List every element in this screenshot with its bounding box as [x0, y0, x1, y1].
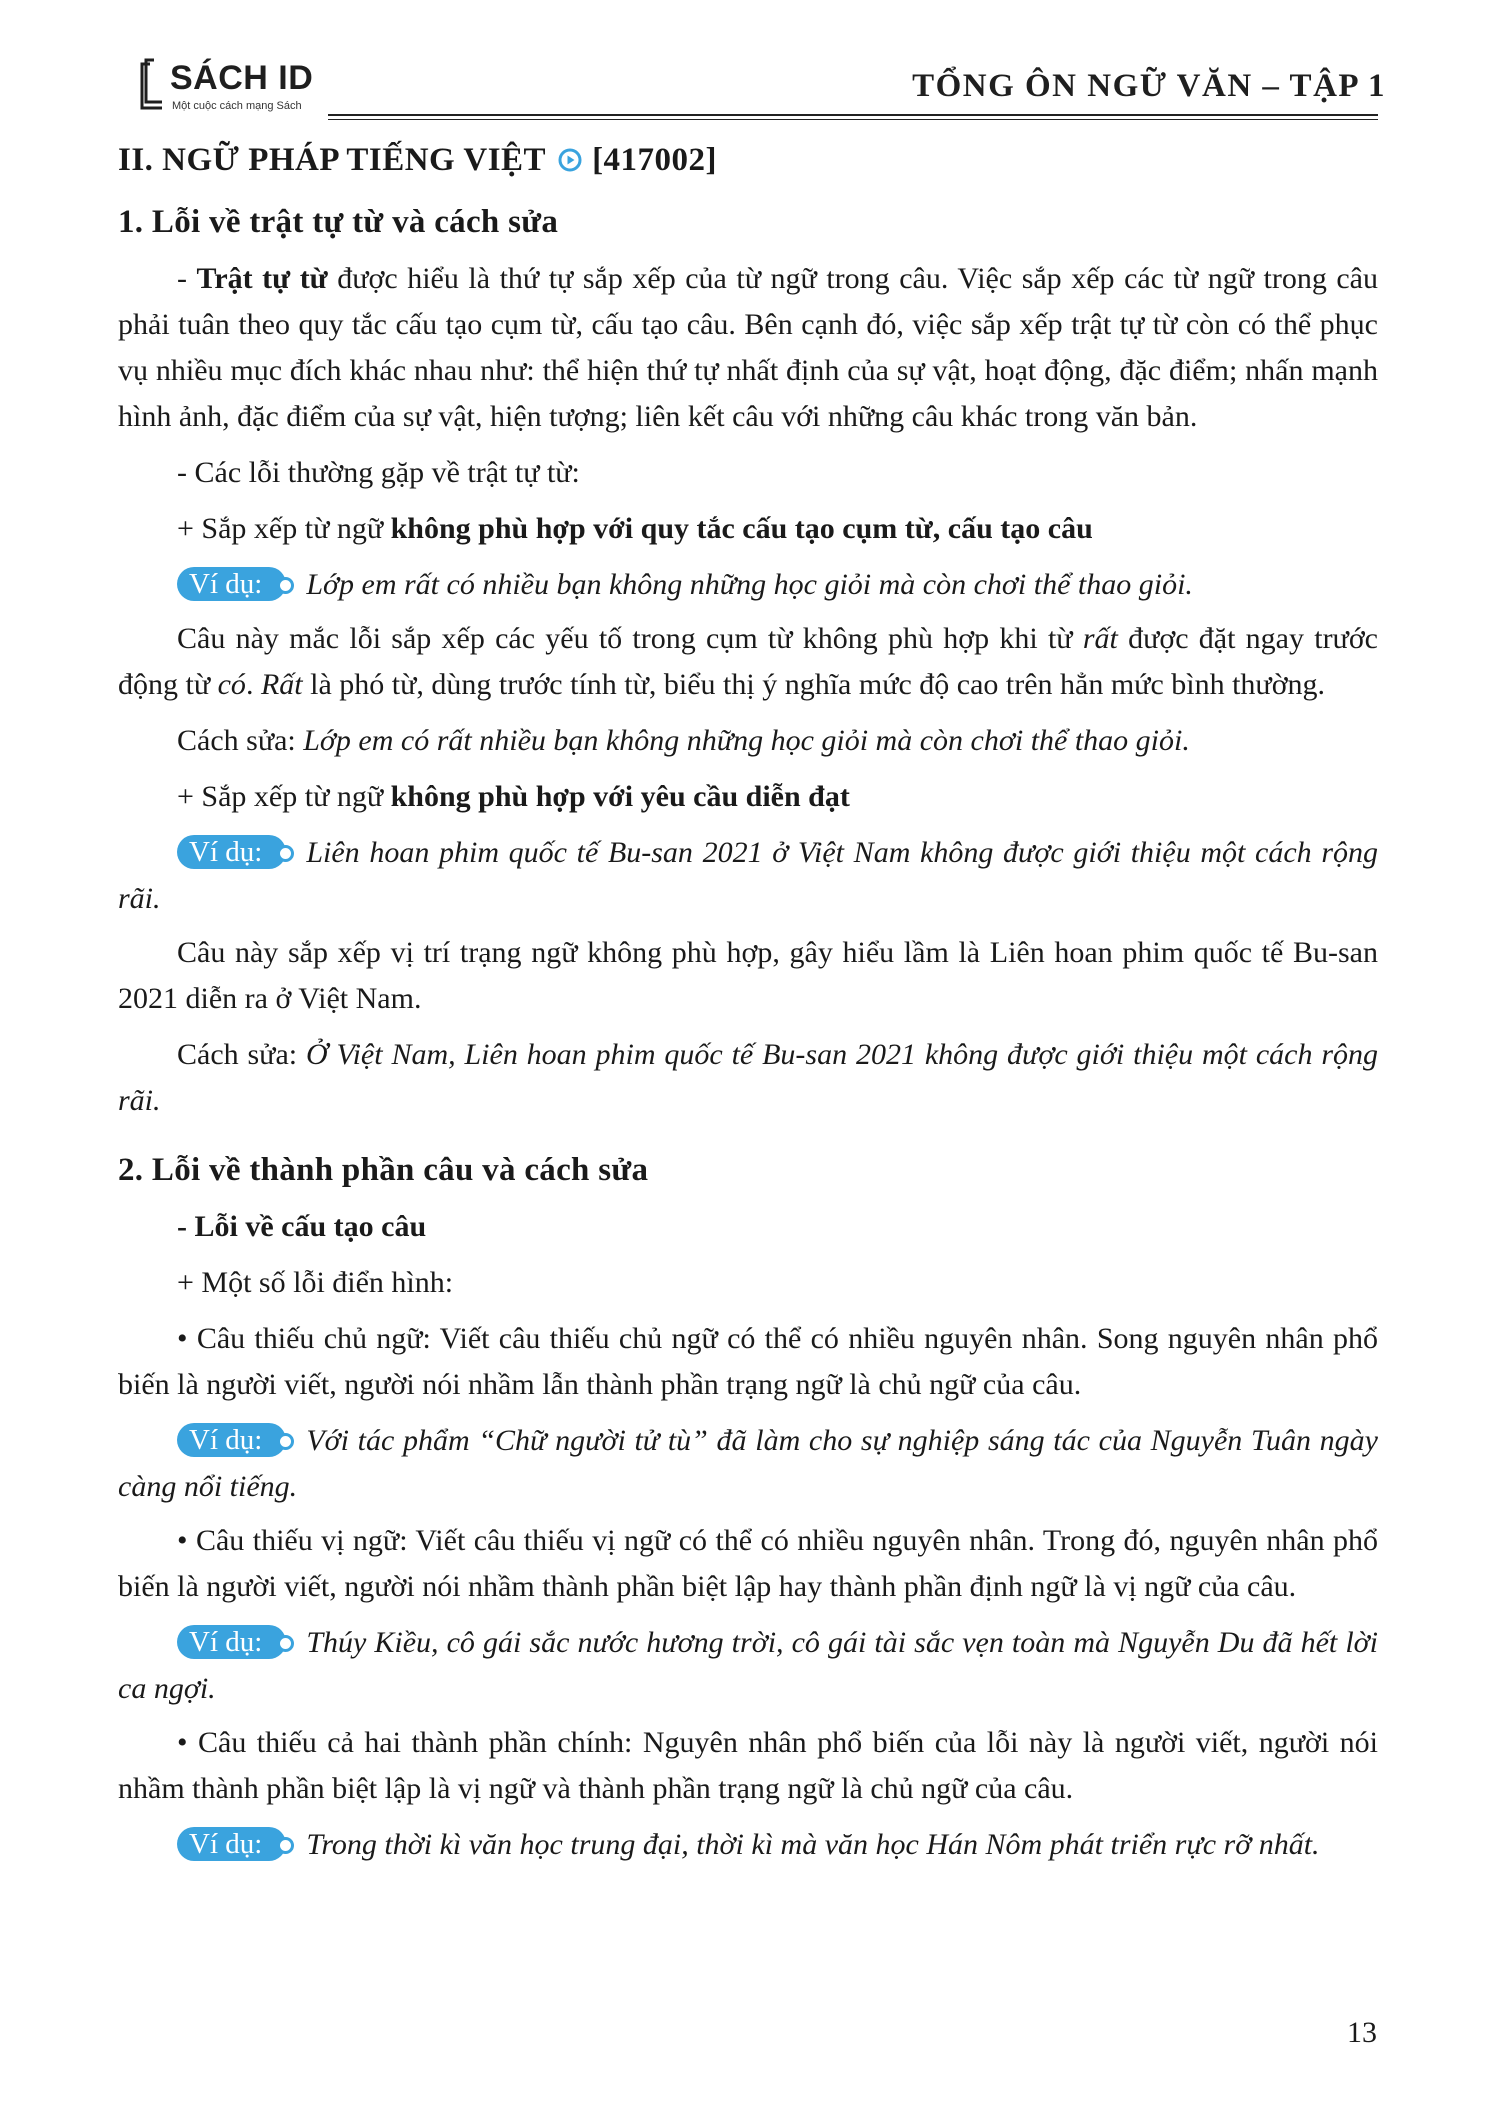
- text: được hiểu là thứ tự sắp xếp của từ ngữ trong câu. Việc sắp xếp các từ ngữ trong câu phải tuân theo quy tắc cấu tạo cụm từ, cấu tạo câu. Bên cạnh đó, việc sắp xếp trật tự từ còn có thể phục vụ nhiều mục đích khác nhau như: thể hiện thứ tự nhất định của sự vật, hoạt động, đặc điểm; nhấn mạnh hình ảnh, đặc điểm của sự vật, hiện tượng; liên kết câu với những câu khác trong văn bản.: [118, 262, 1378, 433]
- bullet-missing-predicate: [118, 1518, 1378, 1610]
- badge-dot-icon: [277, 577, 294, 594]
- paragraph-definition: [118, 256, 1378, 440]
- paragraph-common-errors: - Các lỗi thường gặp về trật tự từ:: [177, 456, 580, 489]
- example-badge: [177, 835, 286, 869]
- logo: [140, 56, 360, 122]
- fix-text: Ở Việt Nam, Liên hoan phim quốc tế Bu-san 2021 không được giới thiệu một cách rộng rãi.: [118, 1038, 1378, 1117]
- example-2-explanation: Câu này sắp xếp vị trí trạng ngữ không phù hợp, gây hiểu lầm là Liên hoan phim quốc tế Bu-san 2021 diễn ra ở Việt Nam.: [118, 936, 1378, 1015]
- example-2: [118, 830, 1378, 922]
- badge-dot-icon: [277, 1635, 294, 1652]
- logo-subtitle: Một cuộc cách mạng Sách: [172, 100, 302, 112]
- page-header: [0, 0, 1496, 130]
- example-1-explanation: [118, 616, 1378, 708]
- bullet-missing-subject: [118, 1316, 1378, 1408]
- section-title: [118, 140, 1378, 180]
- text: + Sắp xếp từ ngữ: [177, 780, 391, 813]
- example-badge: [177, 1625, 286, 1659]
- example-text: Lớp em rất có nhiều bạn không những học giỏi mà còn chơi thể thao giỏi.: [306, 568, 1193, 601]
- section-code: [417002]: [592, 142, 718, 178]
- text: Câu thiếu vị ngữ: Viết câu thiếu vị ngữ có thể có nhiều nguyên nhân. Trong đó, nguyên nhân phổ biến là người viết, người nói nhầm thành phần biệt lập hay thành phần định ngữ là vị ngữ của câu.: [118, 1524, 1379, 1603]
- bullet-icon: •: [177, 1524, 188, 1557]
- example-badge-label: Ví dụ:: [189, 568, 263, 600]
- logo-title: SÁCH ID: [170, 59, 314, 97]
- text-italic: có: [217, 668, 246, 701]
- fix-2: [118, 1032, 1378, 1124]
- book-title: TỔNG ÔN NGỮ VĂN – TẬP 1: [912, 68, 1386, 104]
- error-type-1: [118, 506, 1378, 552]
- text: Câu thiếu cả hai thành phần chính: Nguyên nhân phổ biến của lỗi này là người viết, người nói nhầm thành phần biệt lập là vị ngữ và thành phần trạng ngữ là chủ ngữ của câu.: [118, 1726, 1379, 1805]
- play-video-icon[interactable]: [558, 148, 582, 172]
- error-type-1-bold: không phù hợp với quy tắc cấu tạo cụm từ, cấu tạo câu: [390, 512, 1093, 545]
- typical-errors-intro: + Một số lỗi điển hình:: [177, 1266, 454, 1299]
- example-badge-label: Ví dụ:: [189, 1424, 263, 1456]
- bullet-missing-both: [118, 1720, 1378, 1812]
- example-text: Liên hoan phim quốc tế Bu-san 2021 ở Việt Nam không được giới thiệu một cách rộng rãi.: [118, 836, 1378, 915]
- example-text: Thúy Kiều, cô gái sắc nước hương trời, cô gái tài sắc vẹn toàn mà Nguyễn Du đã hết lời ca ngợi.: [118, 1626, 1378, 1705]
- fix-1: [118, 718, 1378, 764]
- example-text: Với tác phẩm “Chữ người tử tù” đã làm cho sự nghiệp sáng tác của Nguyễn Tuân ngày càng nổi tiếng.: [118, 1424, 1378, 1503]
- subsection-title-word-order: 1. Lỗi về trật tự từ và cách sửa: [118, 204, 559, 240]
- example-badge-label: Ví dụ:: [189, 1828, 263, 1860]
- book-logo-icon: [140, 58, 166, 112]
- badge-dot-icon: [277, 1433, 294, 1450]
- example-3: [118, 1418, 1378, 1510]
- term-word-order: Trật tự từ: [196, 262, 328, 295]
- example-badge: [177, 567, 286, 601]
- badge-dot-icon: [277, 1837, 294, 1854]
- bullet-icon: •: [177, 1322, 188, 1355]
- page-number: 13: [1347, 2016, 1377, 2049]
- subsection-title-sentence-parts: 2. Lỗi về thành phần câu và cách sửa: [118, 1152, 649, 1188]
- bullet-icon: •: [177, 1726, 188, 1759]
- header-rule: [328, 114, 1378, 116]
- text: + Sắp xếp từ ngữ: [177, 512, 391, 545]
- fix-label: Cách sửa:: [177, 724, 304, 757]
- text: được đặt ngay trước động từ: [118, 622, 1379, 701]
- section-title-text: II. NGỮ PHÁP TIẾNG VIỆT: [118, 142, 547, 178]
- sentence-structure-heading: [118, 1204, 1378, 1250]
- text: Câu thiếu chủ ngữ: Viết câu thiếu chủ ngữ có thể có nhiều nguyên nhân. Song nguyên nhân phổ biến là người viết, người nói nhầm lẫn thành phần trạng ngữ là chủ ngữ của câu.: [118, 1322, 1379, 1401]
- example-text: Trong thời kì văn học trung đại, thời kì mà văn học Hán Nôm phát triển rực rỡ nhất.: [306, 1828, 1320, 1861]
- text-italic: rất: [1082, 622, 1118, 655]
- example-5: [118, 1822, 1378, 1868]
- example-badge: [177, 1827, 286, 1861]
- fix-label: Cách sửa:: [177, 1038, 306, 1071]
- text: .: [245, 668, 261, 701]
- example-badge-label: Ví dụ:: [189, 1626, 263, 1658]
- header-rule-thin: [328, 119, 1378, 120]
- error-type-2: [118, 774, 1378, 820]
- error-type-2-bold: không phù hợp với yêu cầu diễn đạt: [390, 780, 850, 813]
- example-1: [118, 562, 1378, 608]
- example-badge-label: Ví dụ:: [189, 836, 263, 868]
- page-content: [118, 140, 1378, 1876]
- example-4: [118, 1620, 1378, 1712]
- text-italic: Rất: [260, 668, 303, 701]
- text: Câu này mắc lỗi sắp xếp các yếu tố trong cụm từ không phù hợp khi từ: [177, 622, 1083, 655]
- text: là phó từ, dùng trước tính từ, biểu thị ý nghĩa mức độ cao trên hẳn mức bình thường.: [302, 668, 1326, 701]
- badge-dot-icon: [277, 845, 294, 862]
- text-bold: - Lỗi về cấu tạo câu: [177, 1210, 427, 1243]
- example-badge: [177, 1423, 286, 1457]
- text: -: [177, 262, 197, 295]
- fix-text: Lớp em có rất nhiều bạn không những học giỏi mà còn chơi thể thao giỏi.: [303, 724, 1190, 757]
